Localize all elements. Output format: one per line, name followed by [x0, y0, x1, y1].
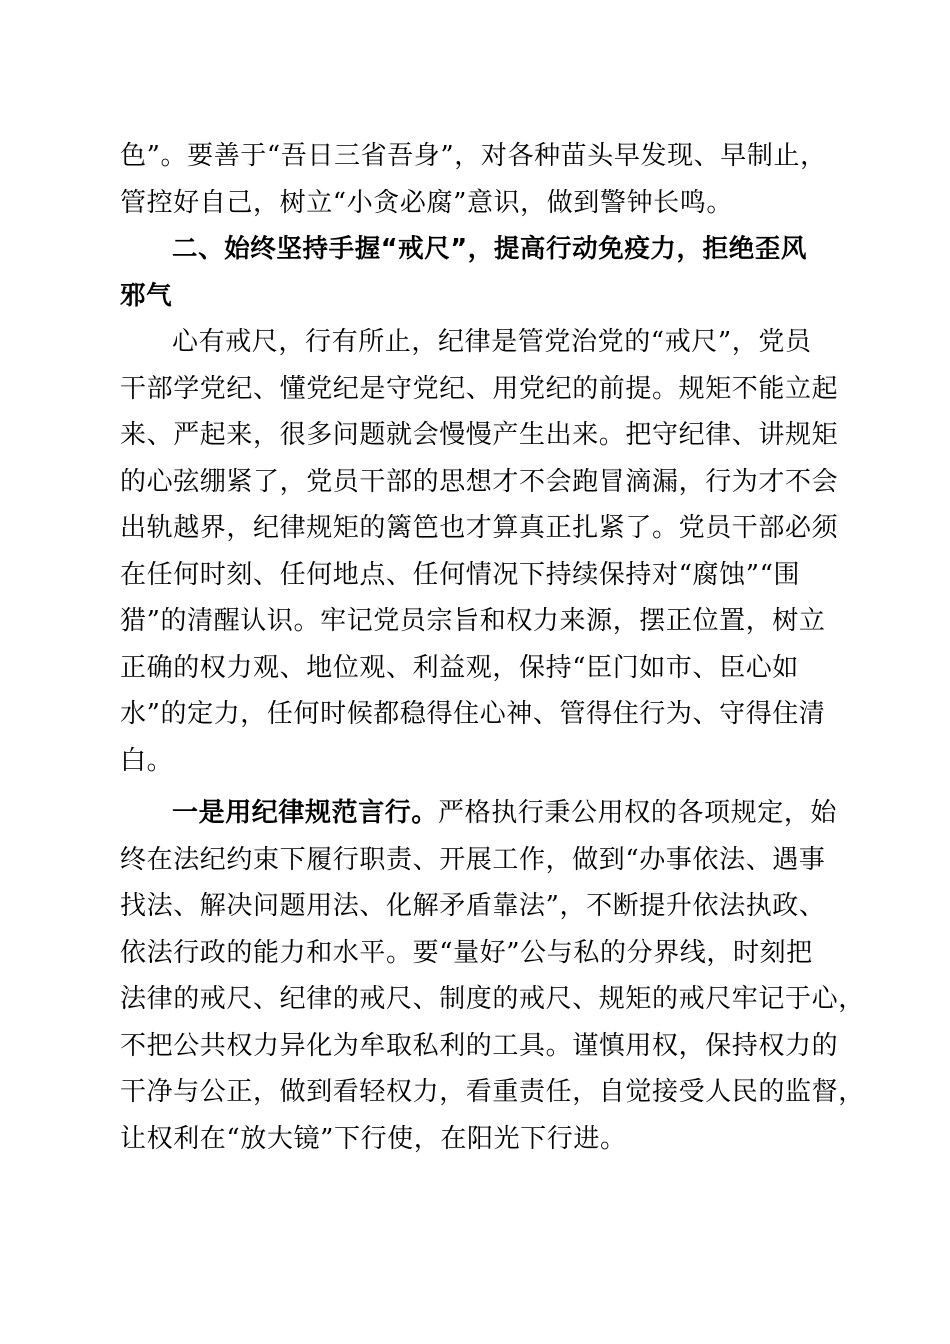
- paragraph-rules: [120, 790, 865, 1162]
- section-heading: [120, 226, 830, 319]
- text-line: 猎”的清醒认识。牢记党员宗旨和权力来源，摆正位置，树立: [120, 606, 826, 636]
- text-line: 白。: [120, 745, 174, 776]
- text-line: 干部学党纪、懂党纪是守党纪、用党纪的前提。规矩不能立起: [120, 373, 839, 404]
- text-line: 色”。要善于“吾日三省吾身”，对各种苗头早发现、早制止，: [120, 141, 827, 171]
- text-line: 找法、解决问题用法、化解矛盾靠法”，不断提升依法执政、: [120, 891, 826, 921]
- text-line: 在任何时刻、任何地点、任何情况下持续保持对“腐蚀”“围: [120, 559, 801, 590]
- text-line: 让权利在“放大镜”下行使，在阳光下行进。: [120, 1123, 627, 1154]
- text-line: 正确的权力观、地位观、利益观，保持“臣门如市、臣心如: [120, 652, 799, 683]
- document-body: [120, 133, 865, 1162]
- text-line: 终在法纪约束下履行职责、开展工作，做到“办事依法、遇事: [120, 844, 826, 875]
- text-line: 的心弦绷紧了，党员干部的思想才不会跑冒滴漏，行为才不会: [120, 466, 839, 497]
- text-line: 法律的戒尺、纪律的戒尺、制度的戒尺、规矩的戒尺牢记于心，: [120, 984, 865, 1014]
- text-line: 来、严起来，很多问题就会慢慢产生出来。把守纪律、讲规矩: [120, 420, 839, 450]
- text-line: 心有戒尺，行有所止，纪律是管党治党的“戒尺”，党员: [172, 327, 812, 357]
- text-line: 水”的定力，任何时候都稳得住心神、管得住行为、守得住清: [120, 699, 826, 729]
- paragraph-discipline: [120, 319, 839, 784]
- paragraph-continued: [120, 133, 830, 226]
- text-line: 干净与公正，做到看轻权力，看重责任，自觉接受人民的监督，: [120, 1077, 865, 1107]
- paragraph-lead-rest: 严格执行秉公用权的各项规定，始: [438, 798, 838, 828]
- text-line: [120, 790, 838, 837]
- heading-line: 二、始终坚持手握“戒尺”，提高行动免疫力，拒绝歪风: [172, 234, 808, 264]
- text-line: 依法行政的能力和水平。要“量好”公与私的分界线，时刻把: [120, 937, 813, 968]
- text-line: 不把公共权力异化为牟取私利的工具。谨慎用权，保持权力的: [120, 1030, 839, 1061]
- text-line: 出轨越界，纪律规矩的篱笆也才算真正扎紧了。党员干部必须: [120, 513, 839, 543]
- heading-line: 邪气: [120, 280, 173, 311]
- paragraph-lead: 一是用纪律规范言行。: [172, 798, 439, 828]
- text-line: 管控好自己，树立“小贪必腐”意识，做到警钟长鸣。: [120, 187, 733, 218]
